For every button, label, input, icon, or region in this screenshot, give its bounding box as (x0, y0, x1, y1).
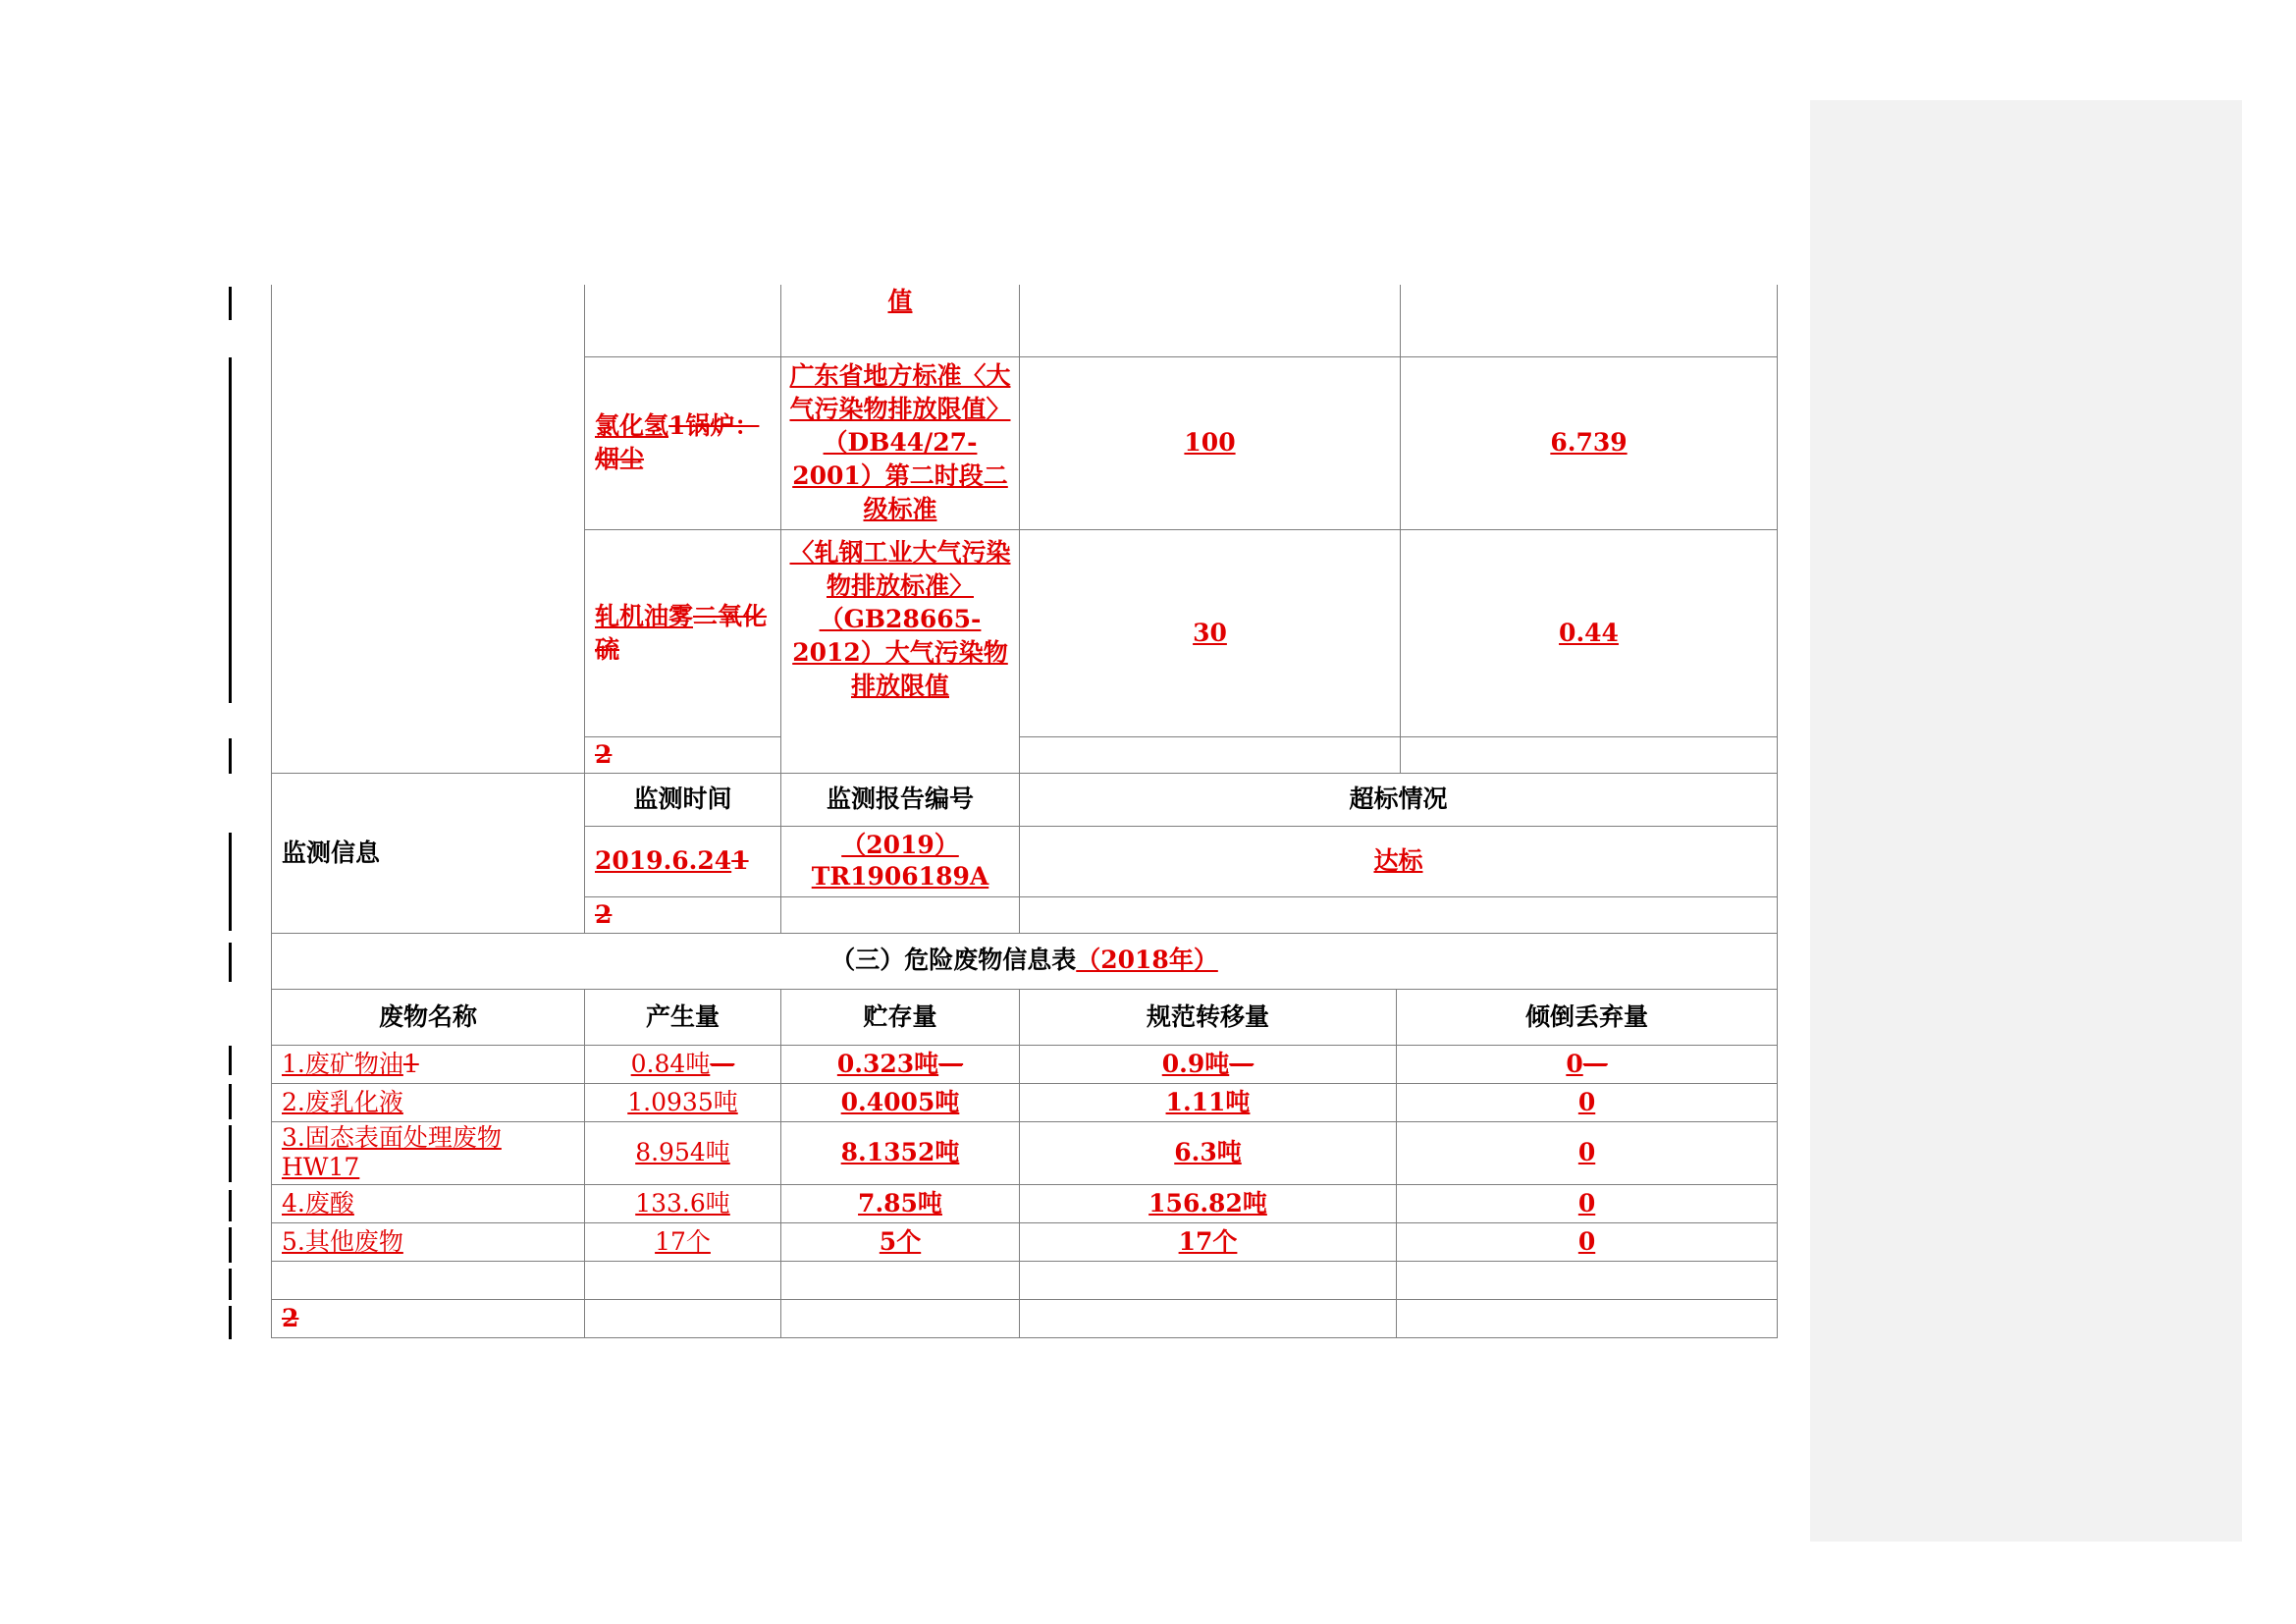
col-header-monitor-time: 监测时间 (585, 773, 781, 826)
change-bar (229, 1046, 232, 1075)
pollutant-name: 轧机油雾 (595, 601, 694, 630)
change-bar (229, 833, 232, 931)
change-bar (229, 943, 232, 982)
change-bar (229, 738, 232, 774)
monitor-time-cell: 2019.6.241 (585, 826, 781, 896)
change-bar (229, 1269, 232, 1300)
col-header-stored: 贮存量 (781, 989, 1020, 1045)
limit-value: 30 (1193, 618, 1227, 647)
standard-cell (781, 529, 1020, 773)
change-bar (229, 287, 232, 320)
limit-cell (1020, 529, 1401, 736)
monitor-label: 监测信息 (272, 773, 585, 933)
pollutant-name: 氯化氢 (595, 411, 669, 440)
limit-cell (1020, 356, 1401, 529)
comment-pane (1810, 100, 2242, 1542)
change-bar (229, 1084, 232, 1119)
table-row: 4.废酸 133.6吨 7.85吨 156.82吨 0 (272, 1184, 1778, 1222)
change-bar (229, 1190, 232, 1221)
table-row: 1.废矿物油1 0.84吨— 0.323吨— 0.9吨— 0— (272, 1045, 1778, 1083)
deleted-row-marker: 2 (585, 896, 781, 933)
exceed-status-cell: 达标 (1020, 826, 1778, 896)
standard-text: 广东省地方标准〈大气污染物排放限值〉（DB44/27-2001）第二时段二级标准 (789, 361, 1011, 523)
table-row: 5.其他废物 17个 5个 17个 0 (272, 1222, 1778, 1261)
air-blank-label-cell (272, 285, 585, 773)
col-header-report-no: 监测报告编号 (781, 773, 1020, 826)
pollutant-cell (585, 356, 781, 529)
change-bar (229, 1125, 232, 1182)
col-header-exceed-status: 超标情况 (1020, 773, 1778, 826)
standard-text: 〈轧钢工业大气污染物排放标准〉（GB28665-2012）大气污染物排放限值 (789, 537, 1011, 700)
col-header-dumped: 倾倒丢弃量 (1397, 989, 1778, 1045)
table-row (272, 1299, 1778, 1337)
measured-cell (1401, 529, 1778, 736)
col-header-transferred: 规范转移量 (1020, 989, 1397, 1045)
hazardous-waste-table (271, 933, 1778, 1338)
report-no-cell: （2019）TR1906189A (781, 826, 1020, 896)
col-header-produced: 产生量 (585, 989, 781, 1045)
table-row: 2.废乳化液 1.0935吨 0.4005吨 1.11吨 0 (272, 1083, 1778, 1121)
table-row (272, 1261, 1778, 1299)
deleted-text: 二氧化硫 (595, 601, 768, 664)
deleted-row-marker: 2 (585, 736, 781, 773)
deleted-row-marker: 2 (272, 1299, 585, 1337)
change-bar (229, 1227, 232, 1263)
measured-cell (1401, 356, 1778, 529)
standard-cell-continued (781, 285, 1020, 356)
waste-table-title: （三）危险废物信息表（2018年） (272, 933, 1778, 989)
measured-value: 6.739 (1550, 428, 1628, 457)
standard-text: 值 (887, 287, 913, 315)
standard-cell (781, 356, 1020, 529)
table-row: 3.固态表面处理废物HW17 8.954吨 8.1352吨 6.3吨 0 (272, 1121, 1778, 1184)
pollutant-cell (585, 529, 781, 736)
limit-value: 100 (1184, 428, 1236, 457)
change-bar (229, 357, 232, 703)
measured-value: 0.44 (1559, 618, 1619, 647)
air-emission-table (271, 285, 1778, 934)
change-bar (229, 1306, 232, 1339)
deleted-text: 1锅炉：烟尘 (595, 411, 760, 473)
col-header-waste-name: 废物名称 (272, 989, 585, 1045)
